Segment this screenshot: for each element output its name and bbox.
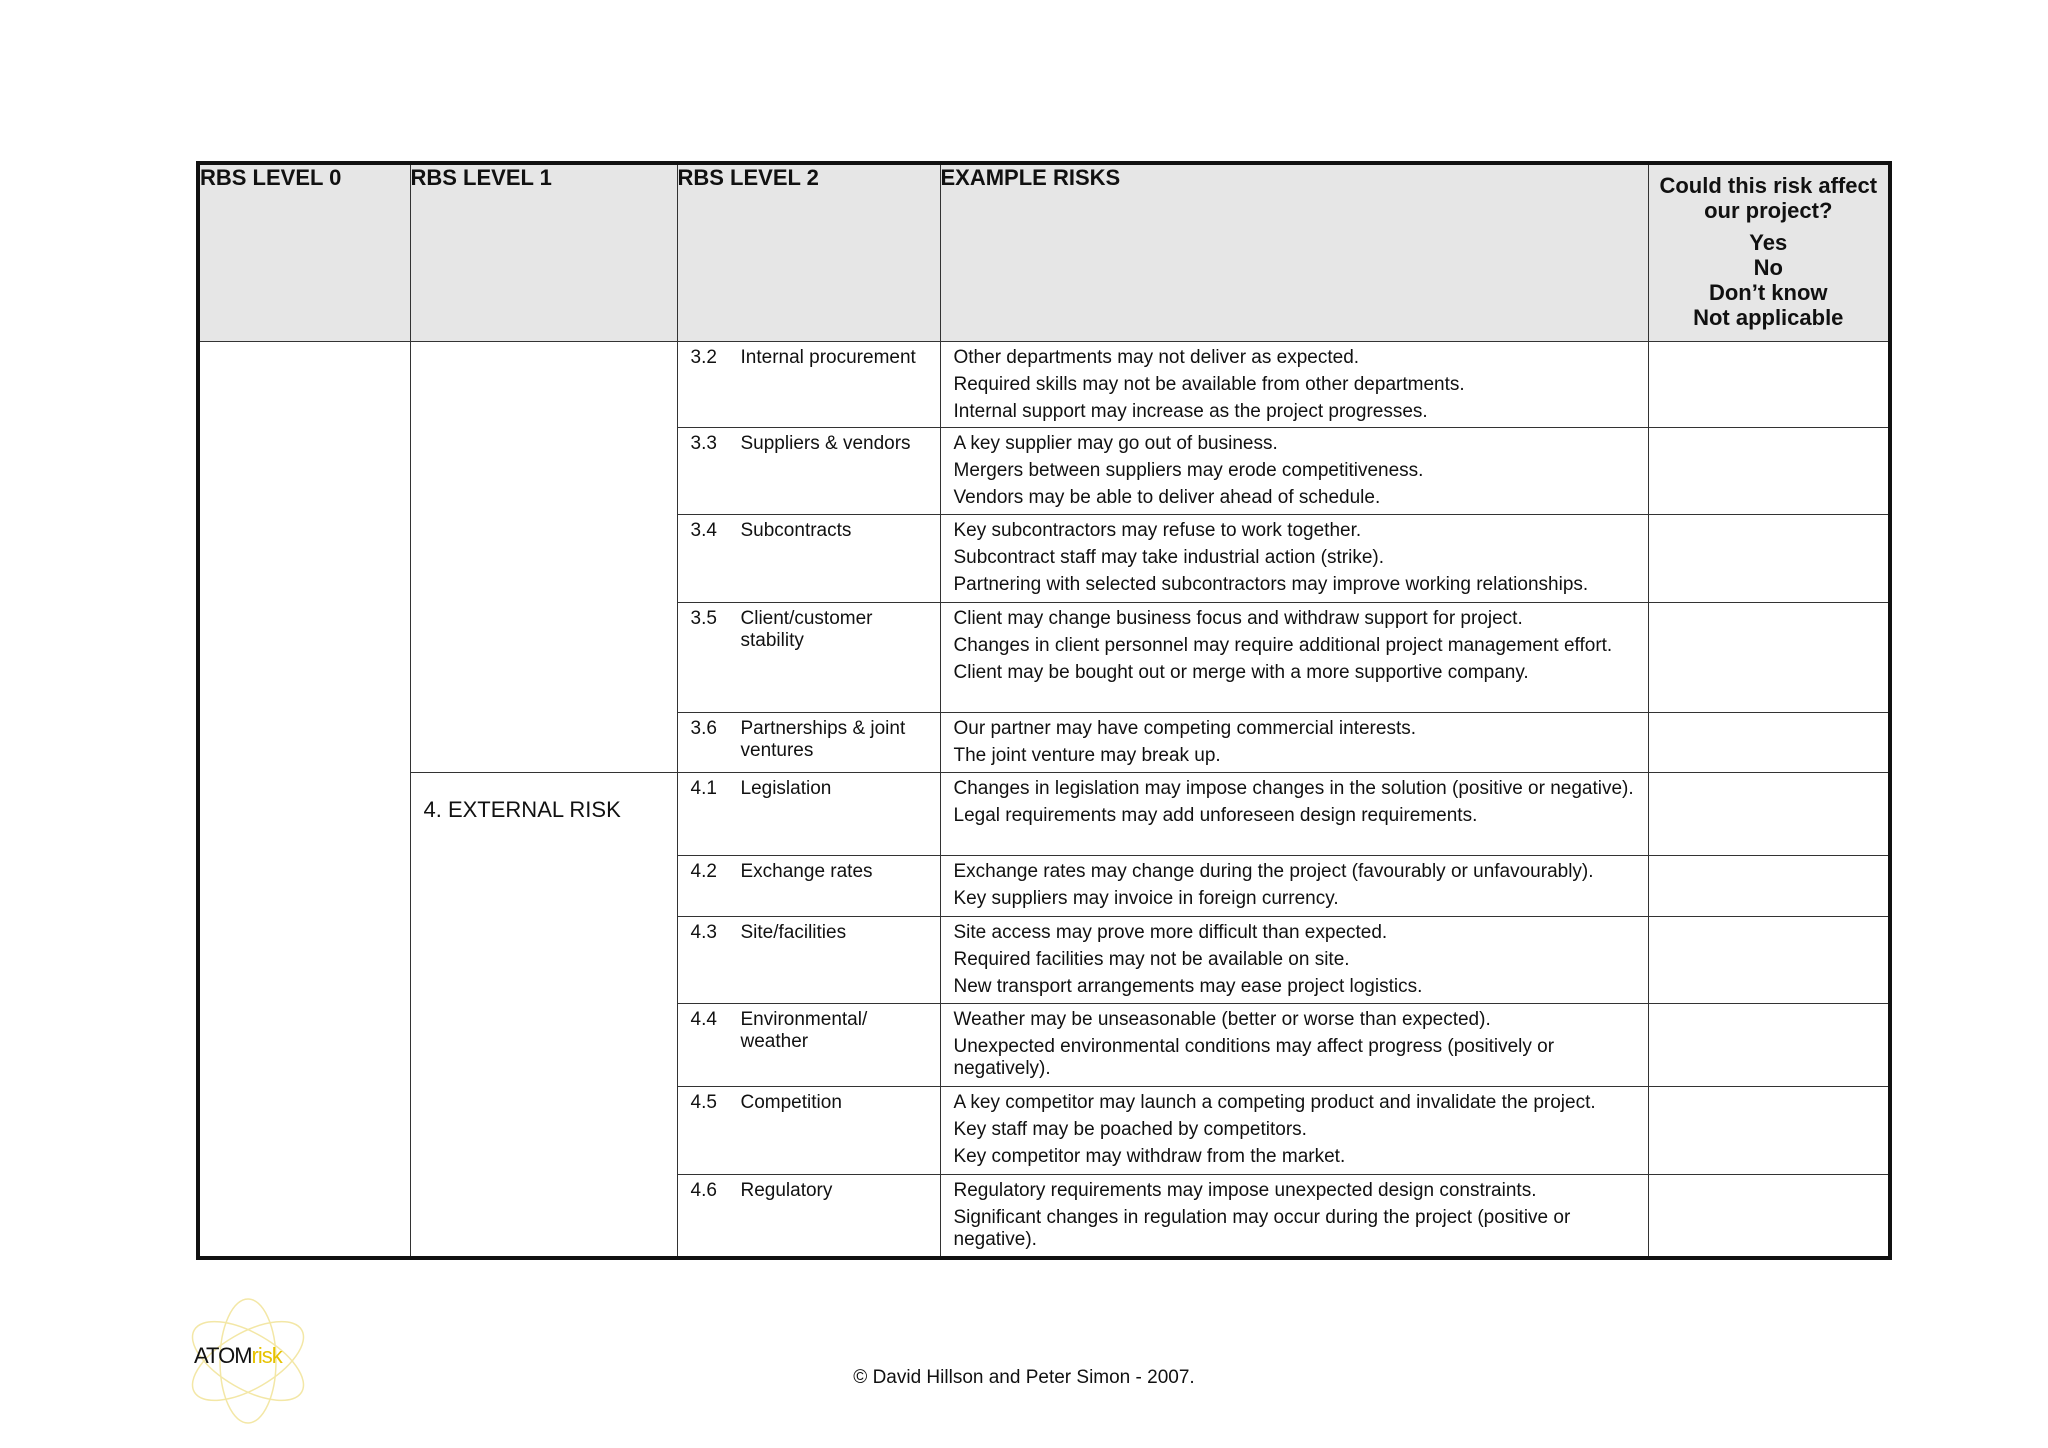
answer-cell[interactable] bbox=[1648, 342, 1890, 428]
example-risk: Key suppliers may invoice in foreign currency. bbox=[953, 888, 1339, 909]
copyright-footer: © David Hillson and Peter Simon - 2007. bbox=[853, 1367, 1195, 1388]
header-level2: RBS LEVEL 2 bbox=[677, 163, 940, 342]
answer-cell[interactable] bbox=[1648, 515, 1890, 603]
level2-name: Environmental/ weather bbox=[740, 1009, 868, 1052]
table-row bbox=[198, 773, 1890, 856]
level2-number: 4.3 bbox=[690, 922, 717, 943]
logo-wordmark bbox=[194, 1343, 282, 1369]
example-risks-cell bbox=[940, 713, 1648, 773]
level2-number: 3.5 bbox=[690, 608, 717, 629]
example-risks-cell bbox=[940, 1175, 1648, 1258]
answer-cell[interactable] bbox=[1648, 1087, 1890, 1175]
level2-name: Competition bbox=[740, 1092, 842, 1113]
option-not-applicable: Not applicable bbox=[1693, 305, 1844, 330]
answer-cell[interactable] bbox=[1648, 1175, 1890, 1258]
example-risk: Client may be bought out or merge with a more supportive company. bbox=[953, 662, 1529, 683]
level2-name: Suppliers & vendors bbox=[740, 433, 911, 454]
level2-name: Client/customer stability bbox=[740, 608, 873, 651]
level2-number: 3.6 bbox=[690, 718, 717, 739]
level2-name: Partnerships & joint ventures bbox=[740, 718, 906, 761]
level2-name: Site/facilities bbox=[740, 922, 847, 943]
example-risk: Mergers between suppliers may erode competitiveness. bbox=[953, 460, 1424, 481]
level2-cell bbox=[677, 428, 940, 515]
header-row bbox=[198, 163, 1890, 342]
example-risk: A key supplier may go out of business. bbox=[953, 433, 1278, 454]
level1-label bbox=[411, 342, 677, 366]
example-risks-cell bbox=[940, 515, 1648, 603]
option-no: No bbox=[1753, 255, 1783, 280]
example-risk: Unexpected environmental conditions may affect progress (positively or negatively). bbox=[953, 1036, 1555, 1079]
example-risk: Vendors may be able to deliver ahead of schedule. bbox=[953, 487, 1381, 508]
example-risk: Our partner may have competing commercial interests. bbox=[953, 718, 1417, 739]
example-risk: The joint venture may break up. bbox=[953, 745, 1221, 766]
level2-cell bbox=[677, 713, 940, 773]
logo-word-risk: risk bbox=[251, 1343, 282, 1368]
rbs-table bbox=[196, 161, 1892, 1260]
example-risk: Legal requirements may add unforeseen design requirements. bbox=[953, 805, 1478, 826]
example-risks-cell bbox=[940, 773, 1648, 856]
answer-cell[interactable] bbox=[1648, 713, 1890, 773]
example-risk: Other departments may not deliver as expected. bbox=[953, 347, 1360, 368]
level2-number: 4.5 bbox=[690, 1092, 717, 1113]
level0-cell bbox=[198, 342, 410, 1258]
answer-cell[interactable] bbox=[1648, 917, 1890, 1004]
table-row bbox=[198, 342, 1890, 428]
example-risk: Regulatory requirements may impose unexpected design constraints. bbox=[953, 1180, 1537, 1201]
level2-cell bbox=[677, 1004, 940, 1087]
level1-label: 4. EXTERNAL RISK bbox=[423, 797, 621, 822]
header-level0: RBS LEVEL 0 bbox=[198, 163, 410, 342]
level2-cell bbox=[677, 1175, 940, 1258]
level2-cell bbox=[677, 1087, 940, 1175]
level2-name: Internal procurement bbox=[740, 347, 916, 368]
answer-cell[interactable] bbox=[1648, 773, 1890, 856]
example-risk: Exchange rates may change during the project (favourably or unfavourably). bbox=[953, 861, 1594, 882]
level2-cell bbox=[677, 773, 940, 856]
level2-cell bbox=[677, 917, 940, 1004]
answer-cell[interactable] bbox=[1648, 603, 1890, 713]
level2-cell bbox=[677, 515, 940, 603]
level2-number: 4.4 bbox=[690, 1009, 717, 1030]
level2-number: 3.3 bbox=[690, 433, 717, 454]
level2-cell bbox=[677, 342, 940, 428]
example-risk: Key competitor may withdraw from the market. bbox=[953, 1146, 1346, 1167]
example-risk: Required facilities may not be available on site. bbox=[953, 949, 1350, 970]
answer-cell[interactable] bbox=[1648, 428, 1890, 515]
example-risk: Significant changes in regulation may occur during the project (positive or negative). bbox=[953, 1207, 1571, 1250]
example-risk: Subcontract staff may take industrial action (strike). bbox=[953, 547, 1384, 568]
header-level1: RBS LEVEL 1 bbox=[410, 163, 677, 342]
level2-number: 3.2 bbox=[690, 347, 717, 368]
example-risk: New transport arrangements may ease project logistics. bbox=[953, 976, 1423, 997]
example-risk: Internal support may increase as the project progresses. bbox=[953, 401, 1428, 422]
example-risk: Required skills may not be available from other departments. bbox=[953, 374, 1465, 395]
example-risks-cell bbox=[940, 342, 1648, 428]
option-yes: Yes bbox=[1749, 230, 1788, 255]
level2-name: Exchange rates bbox=[740, 861, 873, 882]
example-risk: Weather may be unseasonable (better or worse than expected). bbox=[953, 1009, 1491, 1030]
answer-cell[interactable] bbox=[1648, 1004, 1890, 1087]
header-question bbox=[1648, 163, 1890, 342]
example-risk: Changes in legislation may impose changes in the solution (positive or negative). bbox=[953, 778, 1634, 799]
level2-number: 3.4 bbox=[690, 520, 717, 541]
example-risks-cell bbox=[940, 603, 1648, 713]
logo-word-atom: ATOM bbox=[194, 1343, 252, 1368]
question-title: Could this risk affect our project? bbox=[1659, 173, 1878, 223]
level2-name: Subcontracts bbox=[740, 520, 852, 541]
example-risk: Changes in client personnel may require additional project management effort. bbox=[953, 635, 1613, 656]
level2-cell bbox=[677, 856, 940, 917]
example-risk: Partnering with selected subcontractors may improve working relationships. bbox=[953, 574, 1589, 595]
example-risks-cell bbox=[940, 428, 1648, 515]
example-risk: Key subcontractors may refuse to work together. bbox=[953, 520, 1362, 541]
example-risks-cell bbox=[940, 917, 1648, 1004]
example-risks-cell bbox=[940, 1004, 1648, 1087]
table-body bbox=[198, 342, 1890, 1258]
example-risk: Key staff may be poached by competitors. bbox=[953, 1119, 1307, 1140]
level2-name: Regulatory bbox=[740, 1180, 833, 1201]
example-risks-cell bbox=[940, 856, 1648, 917]
level1-cell bbox=[410, 342, 677, 773]
option-dont-know: Don’t know bbox=[1708, 280, 1828, 305]
example-risks-cell bbox=[940, 1087, 1648, 1175]
level2-number: 4.1 bbox=[690, 778, 717, 799]
level2-name: Legislation bbox=[740, 778, 832, 799]
level1-cell bbox=[410, 773, 677, 1258]
example-risk: Client may change business focus and withdraw support for project. bbox=[953, 608, 1523, 629]
example-risk: Site access may prove more difficult than expected. bbox=[953, 922, 1388, 943]
example-risk: A key competitor may launch a competing product and invalidate the project. bbox=[953, 1092, 1596, 1113]
answer-cell[interactable] bbox=[1648, 856, 1890, 917]
atom-risk-logo bbox=[168, 1293, 328, 1433]
level2-cell bbox=[677, 603, 940, 713]
level2-number: 4.2 bbox=[690, 861, 717, 882]
level2-number: 4.6 bbox=[690, 1180, 717, 1201]
header-example-risks: EXAMPLE RISKS bbox=[940, 163, 1648, 342]
